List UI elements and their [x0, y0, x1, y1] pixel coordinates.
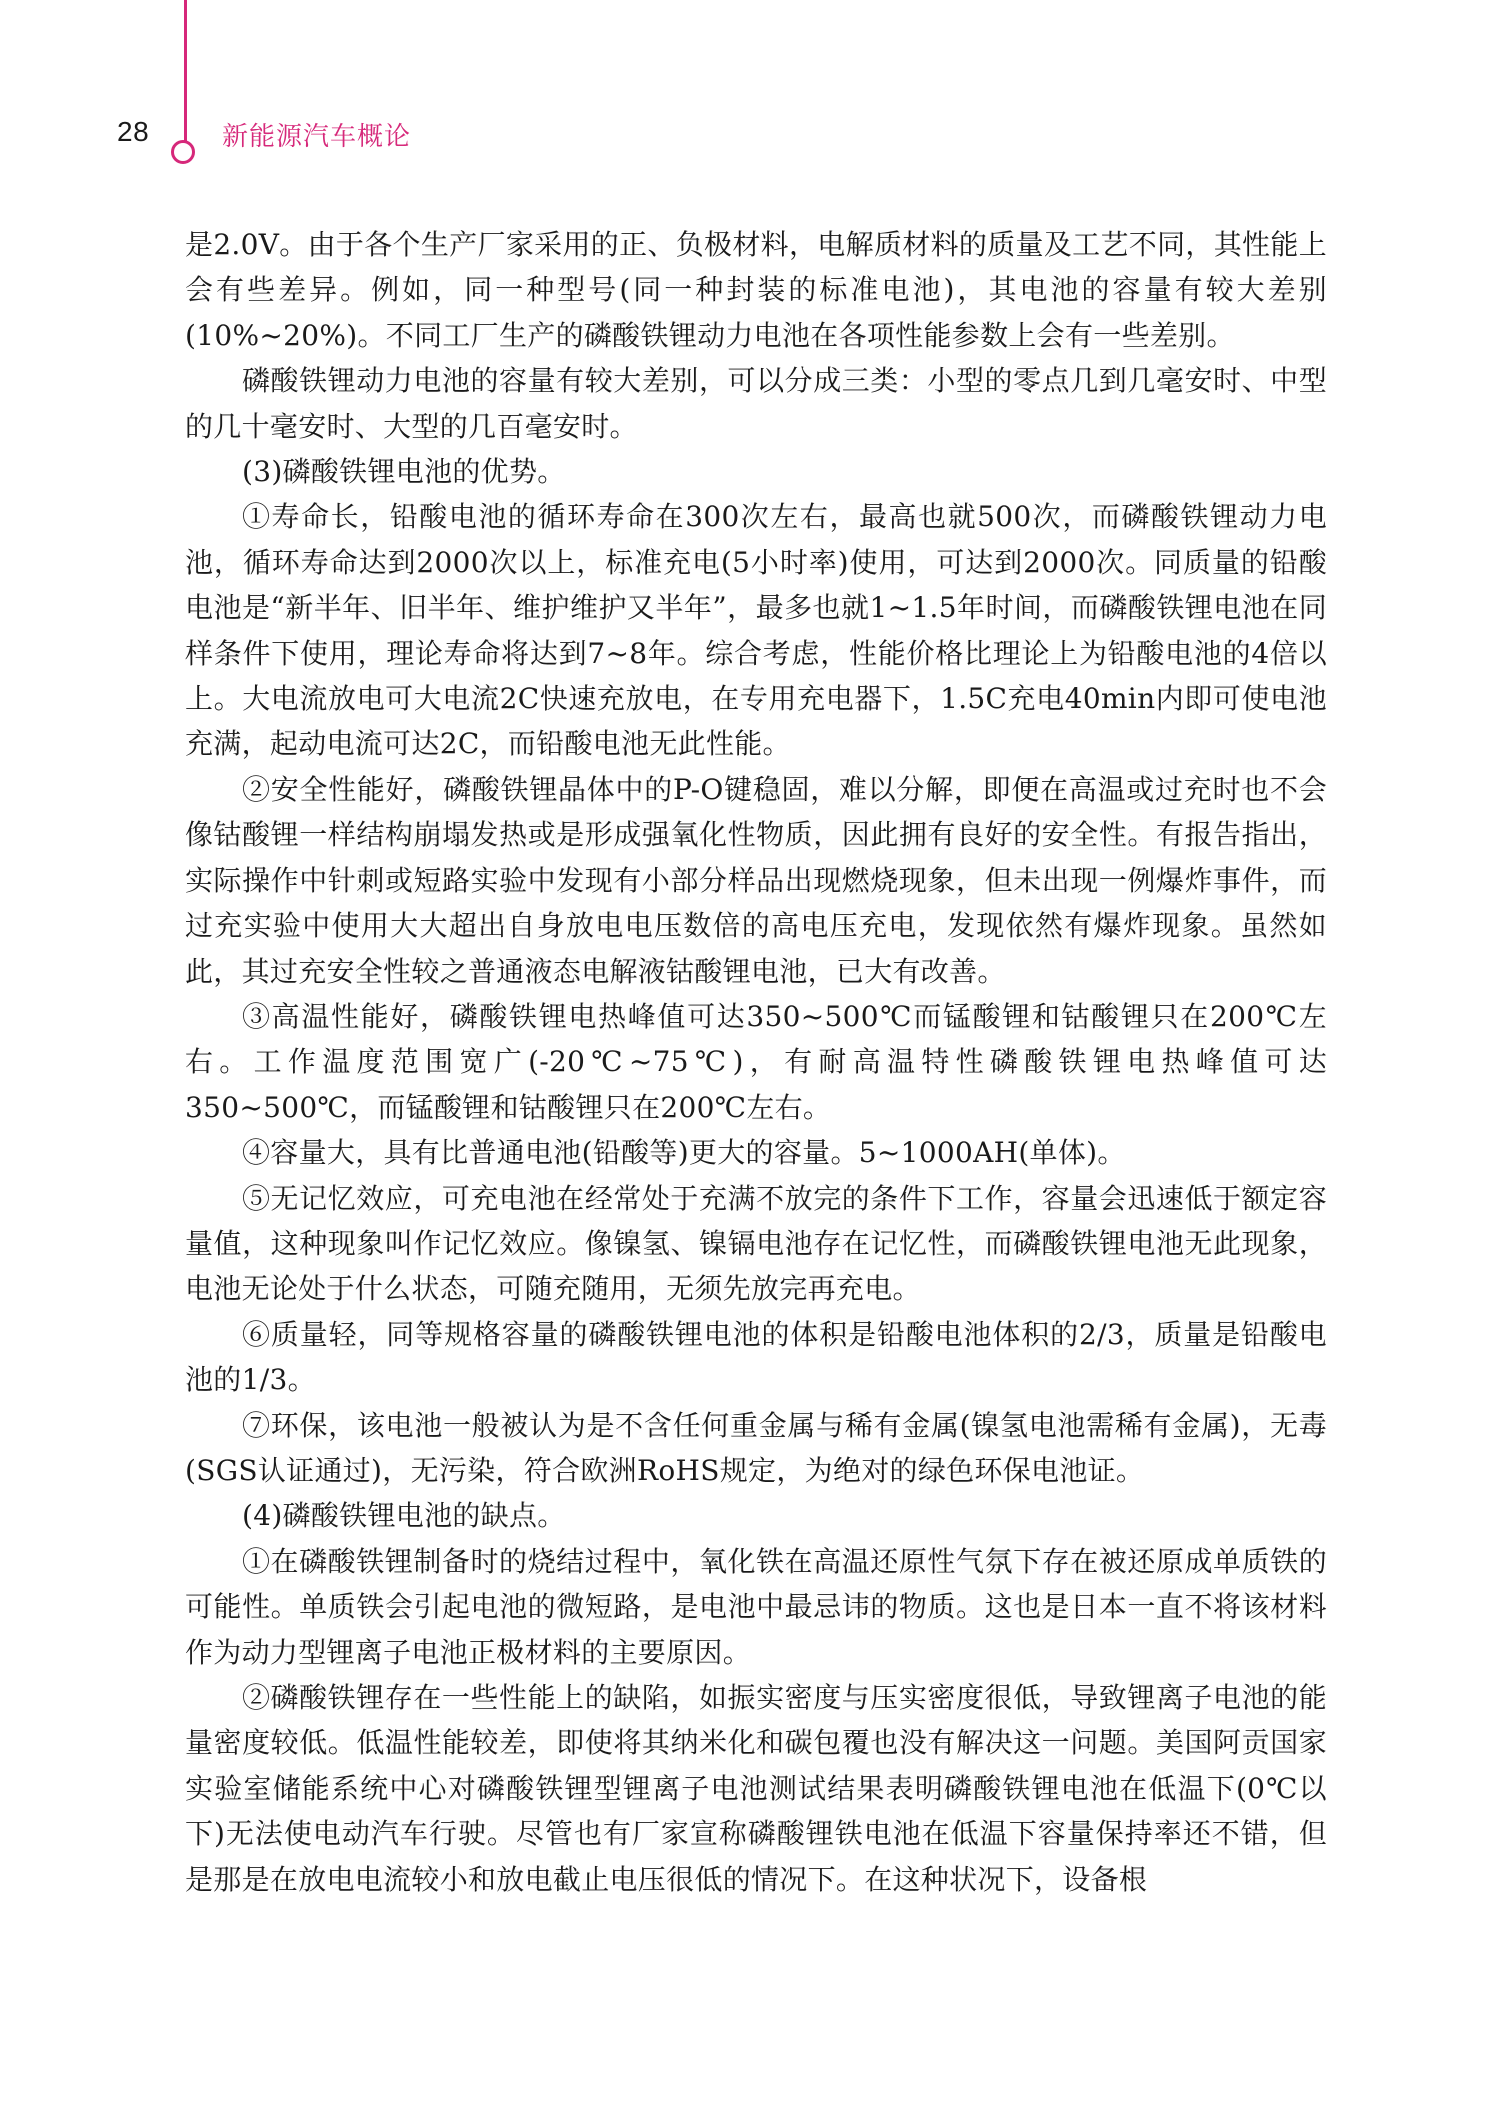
section-heading-advantages: (3)磷酸铁锂电池的优势。: [242, 455, 566, 489]
running-header-title: 新能源汽车概论: [222, 122, 412, 152]
list-item: ⑤无记忆效应，可充电池在经常处于充满不放完的条件下工作，容量会迅速低于额定容量值，这种现象叫作记忆效应。像镍氢、镍镉电池存在记忆性，而磷酸铁锂电池无此现象，电池无论处于什么状态，可随充随用，无须先放完再充电。: [185, 1181, 1327, 1306]
list-item: ①在磷酸铁锂制备时的烧结过程中，氧化铁在高温还原性气氛下存在被还原成单质铁的可能性。单质铁会引起电池的微短路，是电池中最忌讳的物质。这也是日本一直不将该材料作为动力型锂离子电池正极材料的主要原因。: [185, 1544, 1327, 1669]
list-item: ②磷酸铁锂存在一些性能上的缺陷，如振实密度与压实密度很低，导致锂离子电池的能量密度较低。低温性能较差，即使将其纳米化和碳包覆也没有解决这一问题。美国阿贡国家实验室储能系统中心对磷酸铁锂型锂离子电池测试结果表明磷酸铁锂电池在低温下(0℃以下)无法使电动汽车行驶。尽管也有厂家宣称磷酸锂铁电池在低温下容量保持率还不错，但是那是在放电电流较小和放电截止电压很低的情况下。在这种状况下，设备根: [185, 1681, 1327, 1896]
page-number: 28: [117, 116, 150, 147]
list-item: ⑥质量轻，同等规格容量的磷酸铁锂电池的体积是铅酸电池体积的2/3，质量是铅酸电池的1/3。: [185, 1317, 1327, 1397]
header-accent-circle: [171, 140, 195, 164]
paragraph-continued: 是2.0V。由于各个生产厂家采用的正、负极材料，电解质材料的质量及工艺不同，其性能上会有些差异。例如，同一种型号(同一种封装的标准电池)，其电池的容量有较大差别(10%~20%)。不同工厂生产的磷酸铁锂动力电池在各项性能参数上会有一些差别。: [185, 228, 1327, 352]
body-text: [185, 222, 1327, 1902]
paragraph: 磷酸铁锂动力电池的容量有较大差别，可以分成三类：小型的零点几到几毫安时、中型的几十毫安时、大型的几百毫安时。: [185, 364, 1327, 443]
list-item: ③高温性能好，磷酸铁锂电热峰值可达350~500℃而锰酸锂和钴酸锂只在200℃左右。工作温度范围宽广(-20℃~75℃)，有耐高温特性磷酸铁锂电热峰值可达350~500℃，而锰酸锂和钴酸锂只在200℃左右。: [185, 999, 1327, 1124]
section-heading-disadvantages: (4)磷酸铁锂电池的缺点。: [242, 1499, 566, 1533]
header-accent-line: [184, 0, 187, 142]
list-item: ①寿命长，铅酸电池的循环寿命在300次左右，最高也就500次，而磷酸铁锂动力电池，循环寿命达到2000次以上，标准充电(5小时率)使用，可达到2000次。同质量的铅酸电池是“新半年、旧半年、维护维护又半年”，最多也就1~1.5年时间，而磷酸铁锂电池在同样条件下使用，理论寿命将达到7~8年。综合考虑，性能价格比理论上为铅酸电池的4倍以上。大电流放电可大电流2C快速充放电，在专用充电器下，1.5C充电40min内即可使电池充满，起动电流可达2C，而铅酸电池无此性能。: [185, 500, 1327, 761]
list-item: ⑦环保，该电池一般被认为是不含任何重金属与稀有金属(镍氢电池需稀有金属)，无毒(SGS认证通过)，无污染，符合欧洲RoHS规定，为绝对的绿色环保电池证。: [185, 1408, 1327, 1487]
list-item: ④容量大，具有比普通电池(铅酸等)更大的容量。5~1000AH(单体)。: [242, 1136, 1126, 1170]
list-item: ②安全性能好，磷酸铁锂晶体中的P-O键稳固，难以分解，即便在高温或过充时也不会像钴酸锂一样结构崩塌发热或是形成强氧化性物质，因此拥有良好的安全性。有报告指出，实际操作中针刺或短路实验中发现有小部分样品出现燃烧现象，但未出现一例爆炸事件，而过充实验中使用大大超出自身放电电压数倍的高电压充电，发现依然有爆炸现象。虽然如此，其过充安全性较之普通液态电解液钴酸锂电池，已大有改善。: [185, 772, 1327, 988]
